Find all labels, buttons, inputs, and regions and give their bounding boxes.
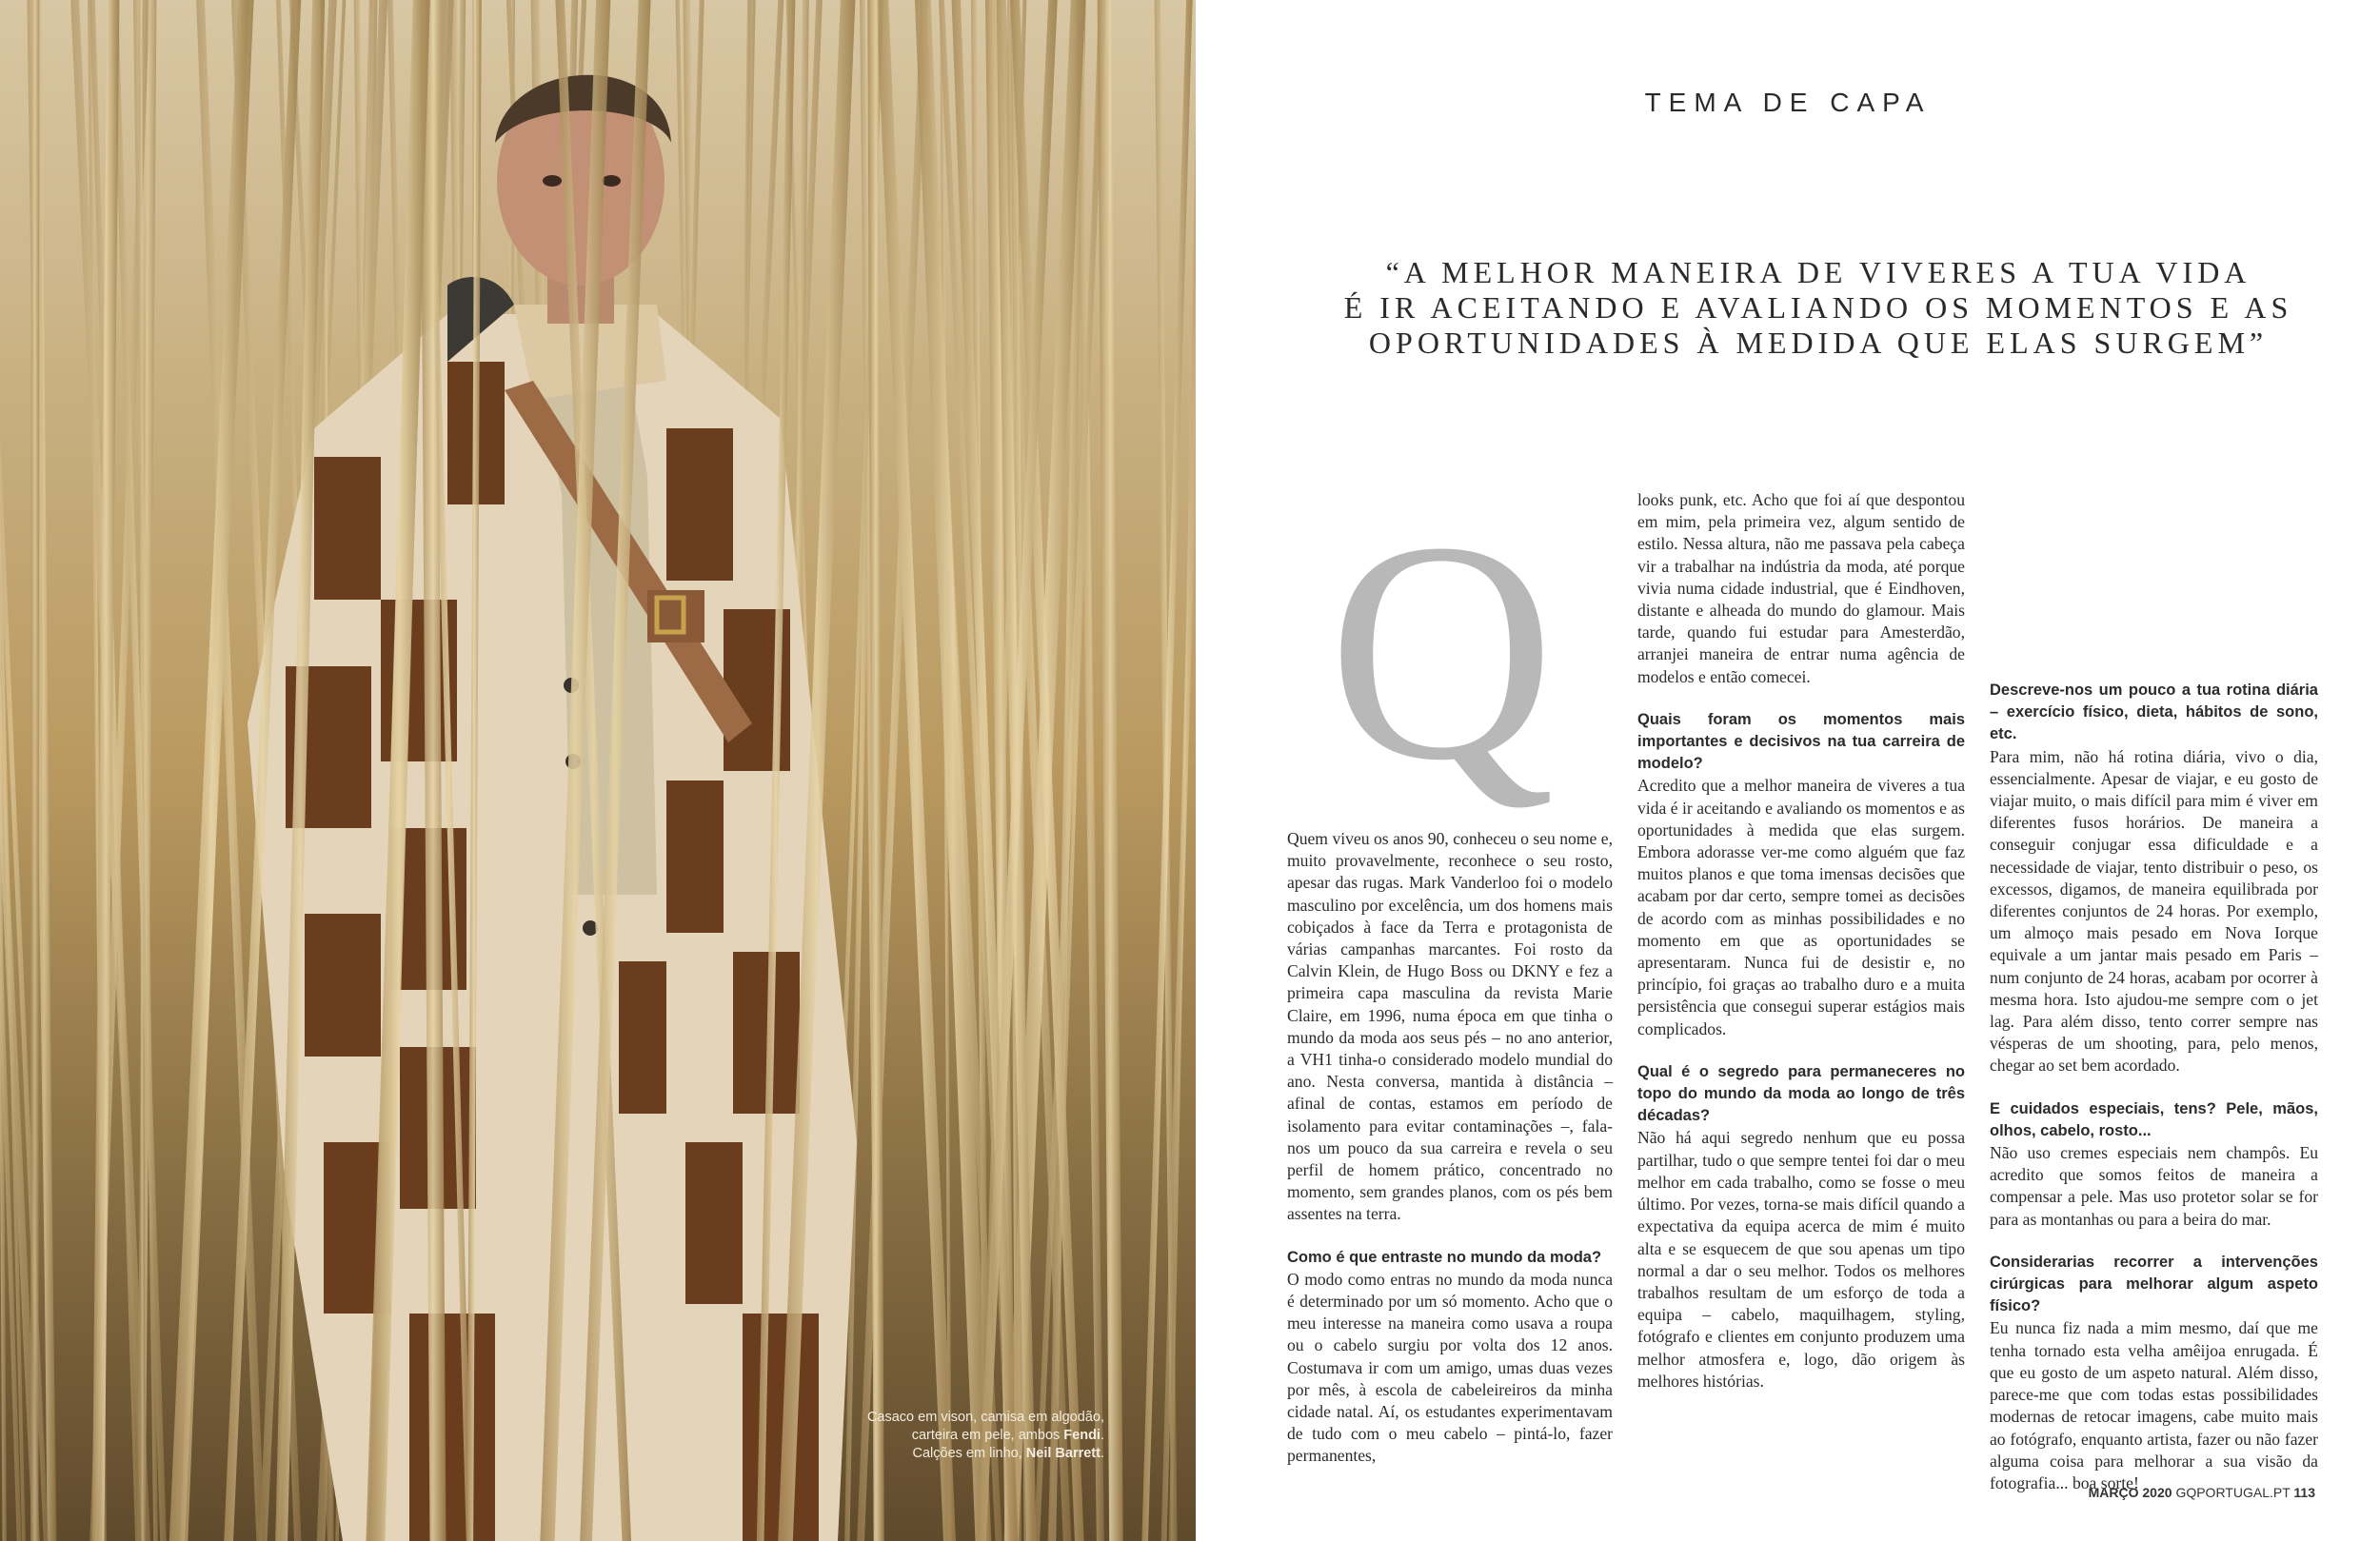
- interview-question: E cuidados especiais, tens? Pele, mãos, olhos, cabelo, rosto...: [1990, 1099, 2318, 1139]
- interview-question: Considerarias recorrer a intervenções cirúrgicas para melhorar algum aspeto físico?: [1990, 1253, 2318, 1315]
- caption-line-3: Calções em linho, Neil Barrett.: [912, 1446, 1104, 1461]
- pull-quote-line-2: É IR ACEITANDO E AVALIANDO OS MOMENTOS E AS: [1343, 290, 2293, 325]
- article-column-1: [1287, 828, 1613, 1468]
- drop-cap: Q: [1328, 478, 1556, 825]
- article-paragraph: Não uso cremes especiais nem champôs. Eu acredito que somos feitos de maneira a compensar a pele. Mas uso protetor solar se for para as montanhas ou para a beira do mar.: [1990, 1143, 2318, 1229]
- caption-line-1: Casaco em vison, camisa em algodão,: [866, 1410, 1104, 1425]
- caption-brand-neil-barrett: Neil Barrett: [1025, 1446, 1101, 1461]
- folio-site: GQPORTUGAL.PT: [2175, 1485, 2291, 1500]
- reed-stalk: [30, 0, 39, 1541]
- article-paragraph: Eu nunca fiz nada a mim mesmo, daí que me tenha tornado esta velha amêijoa enrugada. É que eu gosto de um aspeto natural. Além disso, parece-me que com todas estas possibilidades modernas de retocar imagens, cabe muito mais ao fotógrafo, enquanto artista, fazer ou não fazer alguma coisa para melhorar a sua visão da fotografia... boa sorte!: [1990, 1318, 2318, 1492]
- pull-quote-line-1: “A MELHOR MANEIRA DE VIVERES A TUA VIDA: [1385, 255, 2251, 289]
- article-paragraph: Quem viveu os anos 90, conheceu o seu nome e, muito provavelmente, reconhece o seu rosto, apesar das rugas. Mark Vanderloo foi o modelo masculino por excelência, um dos homens mais cobiçados à face da Terra e protagonista de várias campanhas marcantes. Foi rosto da Calvin Klein, de Hugo Boss ou DKNY e fez a primeira capa masculina da revista Marie Claire, em 1996, numa época em que tinha o mundo da moda aos seus pés – no ano anterior, a VH1 tinha-o considerado modelo mundial do ano. Nesta conversa, mantida à distância – afinal de contas, estamos em período de isolamento para evitar contaminações –, fala-nos um pouco da sua carreira e revela o seu perfil de homem prático, concentrado no momento, sem grandes planos, com os pés bem assentes na terra.: [1287, 829, 1613, 1224]
- article-paragraph: looks punk, etc. Acho que foi aí que despontou em mim, pela primeira vez, algum sentido de estilo. Nessa altura, não me passava pela cabeça vir a trabalhar na indústria da moda, até porque vivia numa cidade industrial, que é Eindhoven, distante e alheada do mundo do glamour. Mais tarde, quando fui estudar para Amesterdão, arranjei maneira de entrar numa agência de modelos e então comecei.: [1637, 490, 1965, 686]
- pull-quote: [1314, 255, 2323, 361]
- page-folio: [2089, 1485, 2315, 1500]
- pull-quote-line-3: OPORTUNIDADES À MEDIDA QUE ELAS SURGEM”: [1368, 326, 2269, 360]
- interview-question: Como é que entraste no mundo da moda?: [1287, 1248, 1602, 1266]
- article-paragraph: O modo como entras no mundo da moda nunca é determinado por um só momento. Acho que o meu interesse na maneira como usava a roupa ou o cabelo surgiu por volta dos 12 anos. Costumava ir com um amigo, umas duas vezes por mês, à escola de cabeleireiros da minha cidade natal. Aí, os estudantes experimentavam de tudo com o meu cabelo – pintá-lo, fazer permanentes,: [1287, 1269, 1613, 1466]
- interview-question: Quais foram os momentos mais importantes e decisivos na tua carreira de modelo?: [1637, 710, 1965, 773]
- folio-page-number: 113: [2293, 1485, 2315, 1500]
- caption-brand-fendi: Fendi: [1063, 1428, 1101, 1443]
- article-paragraph: Não há aqui segredo nenhum que eu possa partilhar, tudo o que sempre tentei foi dar o meu melhor em cada trabalho, como se fosse o meu último. Por vezes, torna-se mais difícil quando a expectativa da equipa acerca de mim é muito alta e se esquecem de que sou apenas um tipo normal a dar o seu melhor. Todos os melhores trabalhos resultam de um esforço de toda a equipa – cabelo, maquilhagem, styling, fotógrafo e clientes em conjunto produzem uma melhor atmosfera e, logo, dão origem às melhores histórias.: [1637, 1128, 1965, 1391]
- caption-line-2: carteira em pele, ambos Fendi.: [911, 1428, 1104, 1443]
- interview-question: Descreve-nos um pouco a tua rotina diária – exercício físico, dieta, hábitos de sono, etc.: [1990, 682, 2318, 743]
- section-kicker: TEMA DE CAPA: [1644, 88, 1932, 117]
- article-paragraph: Para mim, não há rotina diária, vivo o dia, essencialmente. Apesar de viajar, e eu gosto de viajar muito, o mais difícil para mim é viver em diferentes fusos horários. De maneira a conseguir conjugar essa dificuldade e a necessidade de viajar, tento distribuir o peso, os excessos, digamos, de maneira equilibrada por diferentes conjuntos de 24 horas. Por exemplo, um almoço mais pesado em Nova Iorque equivale a um jantar mais pesado em Paris – num conjunto de 24 horas, acabam por ocorrer à mesma hora. Isto ajudou-me sempre com o jet lag. Para além disso, tento correr sempre nas vésperas de um shooting, para, pelo menos, chegar ao set bem acordado.: [1990, 746, 2318, 1076]
- article-column-2: [1637, 489, 1965, 1393]
- folio-month: MARÇO 2020: [2088, 1485, 2172, 1500]
- interview-question: Qual é o segredo para permaneceres no topo do mundo da moda ao longo de três décadas?: [1637, 1062, 1965, 1125]
- article-paragraph: Acredito que a melhor maneira de viveres a tua vida é ir aceitando e avaliando os momentos e as oportunidades à medida que elas surgem. Embora adorasse ver-me como alguém que faz muitos planos e que toma imensas decisões que acabam por dar certo, sempre tomei as decisões de acordo com as minhas possibilidades e no momento em que as oportunidades se apresentaram. Nunca fui de desistir e, no princípio, foi graças ao trabalho duro e a muita persistência que consegui superar estágios mais complicados.: [1637, 776, 1965, 1038]
- article-column-3: [1990, 680, 2318, 1494]
- photo-caption: [847, 1409, 1104, 1463]
